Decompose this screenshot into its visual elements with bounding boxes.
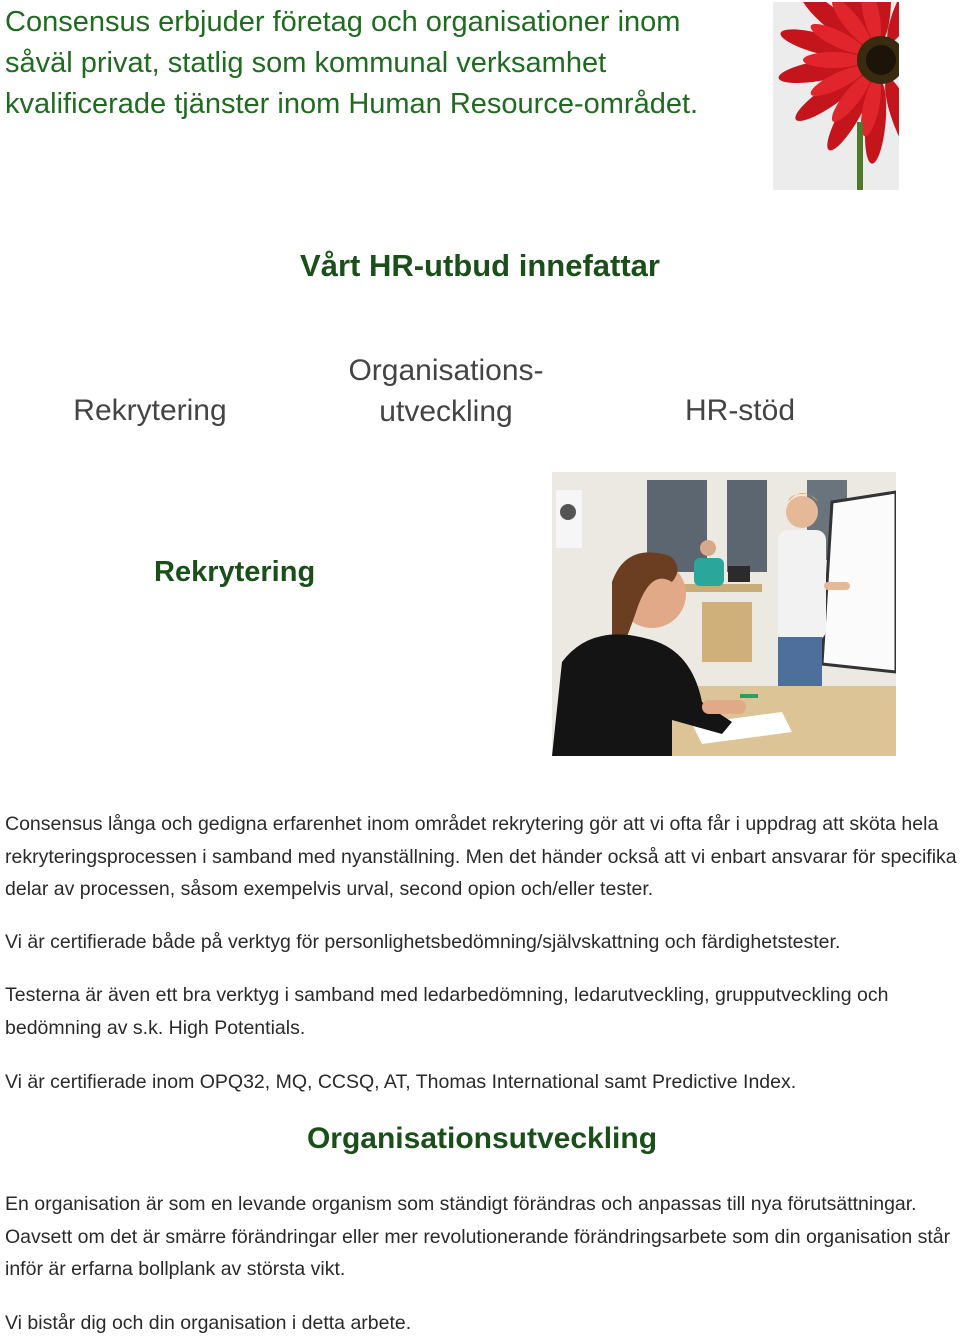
organisationsutveckling-paragraph-1: En organisation är som en levande organism som ständigt förändras och anpassas till nya förutsättningar. Oavsett om det är smärre förändringar eller mer revolutionerande förändringsarbete som din organisation står inför är erfarna bollplank av största vikt. — [5, 1193, 951, 1280]
flower-image — [773, 2, 899, 190]
offering-line-1: Organisations- — [348, 354, 544, 387]
section-heading-organisationsutveckling: Organisationsutveckling — [306, 1122, 658, 1155]
rekrytering-paragraph-3: Testerna är även ett bra verktyg i samband med ledarbedömning, ledarutveckling, grupputveckling och bedömning av s.k. High Potentials. — [5, 984, 889, 1039]
rekrytering-paragraph-4: Vi är certifierade inom OPQ32, MQ, CCSQ, AT, Thomas International samt Predictive Index. — [5, 1071, 797, 1093]
meeting-photo — [552, 472, 896, 756]
offering-rekrytering: Rekrytering — [73, 394, 227, 427]
intro-text: Consensus erbjuder företag och organisationer inom såväl privat, statlig som kommunal verksamhet kvalificerade tjänster inom Human Resource-området. — [5, 6, 699, 120]
offering-line-2: utveckling — [379, 395, 513, 428]
section-heading-rekrytering: Rekrytering — [154, 556, 316, 588]
offering-hr-stod: HR-stöd — [684, 394, 796, 427]
offering-heading: Vårt HR-utbud innefattar — [300, 248, 660, 283]
organisationsutveckling-paragraph-2: Vi bistår dig och din organisation i detta arbete. — [5, 1312, 412, 1334]
offering-organisationsutveckling — [306, 350, 586, 432]
rekrytering-paragraph-2: Vi är certifierade både på verktyg för personlighetsbedömning/självskattning och färdighetstester. — [5, 931, 841, 953]
rekrytering-paragraph-1: Consensus långa och gedigna erfarenhet inom området rekrytering gör att vi ofta får i uppdrag att sköta hela rekryteringsprocessen i samband med nyanställning. Men det händer också att vi enbart ansvarar för specifika delar av processen, såsom exempelvis urval, second opion och/eller tester. — [5, 813, 957, 900]
